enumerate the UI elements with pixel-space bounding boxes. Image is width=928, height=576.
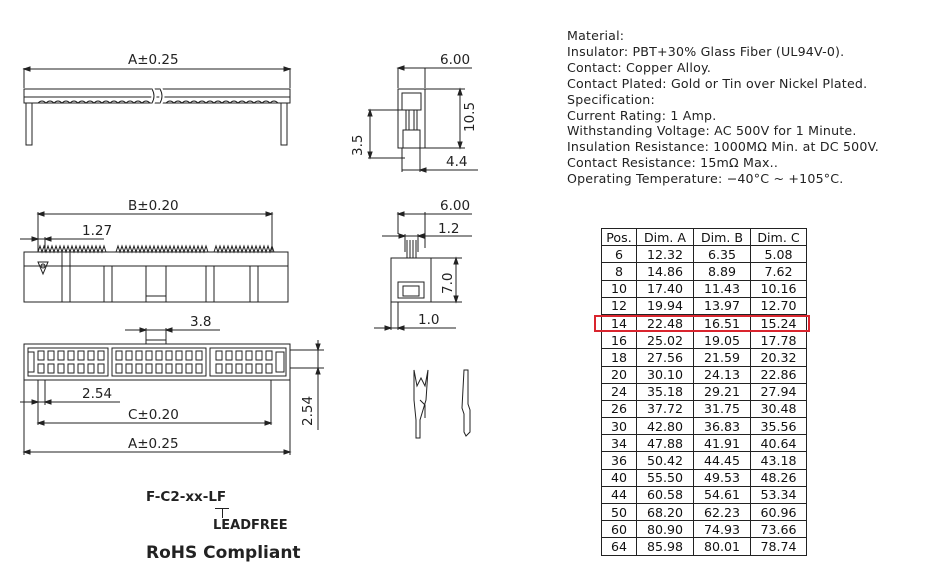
spec-line: Operating Temperature: −40°C ~ +105°C. <box>567 171 844 187</box>
spec-line: Contact Plated: Gold or Tin over Nickel Plated. <box>567 75 868 91</box>
table-cell: 42.80 <box>637 418 694 435</box>
table-cell: 14 <box>602 314 637 331</box>
table-row <box>602 452 807 469</box>
table-row <box>602 418 807 435</box>
table-cell: 30.10 <box>637 366 694 383</box>
leadfree-label: LEADFREE <box>213 518 288 533</box>
dim-pin-offset: 4.4 <box>446 154 468 170</box>
table-cell: 27.56 <box>637 349 694 366</box>
table-cell: 43.18 <box>751 452 807 469</box>
table-cell: 48.26 <box>751 469 807 486</box>
spec-line: Current Rating: 1 Amp. <box>567 107 717 123</box>
table-cell: 27.94 <box>751 383 807 400</box>
table-cell: 20 <box>602 366 637 383</box>
table-cell: 15.24 <box>751 314 807 331</box>
dim-side-width-top: 6.00 <box>440 52 471 68</box>
table-cell: 80.01 <box>694 538 751 555</box>
spec-line: Contact Resistance: 15mΩ Max.. <box>567 155 779 171</box>
table-row <box>602 349 807 366</box>
table-cell: 24 <box>602 383 637 400</box>
table-cell: 10 <box>602 280 637 297</box>
table-cell: 50 <box>602 504 637 521</box>
table-header-row <box>602 229 807 246</box>
specifications-block <box>567 28 879 187</box>
dim-pitch-top: 1.27 <box>82 223 113 239</box>
table-cell: 47.88 <box>637 435 694 452</box>
table-cell: 5.08 <box>751 246 807 263</box>
table-cell: 6 <box>602 246 637 263</box>
dim-side-width-mid: 6.00 <box>440 198 471 214</box>
contact-grid <box>38 351 272 373</box>
dim-b-length: B±0.20 <box>128 198 179 214</box>
dim-mid-height: 7.0 <box>440 272 456 294</box>
table-cell: 21.59 <box>694 349 751 366</box>
side-view-top <box>24 67 290 145</box>
table-cell: 60.96 <box>751 504 807 521</box>
table-cell: 22.86 <box>751 366 807 383</box>
dim-c-length: C±0.20 <box>128 407 179 423</box>
table-cell: 12.70 <box>751 297 807 314</box>
table-cell: 17.78 <box>751 332 807 349</box>
table-cell: 12 <box>602 297 637 314</box>
front-view-pins <box>20 212 288 302</box>
table-cell: 7.62 <box>751 263 807 280</box>
spec-line: Insulator: PBT+30% Glass Fiber (UL94V-0). <box>567 43 845 59</box>
spec-line: Contact: Copper Alloy. <box>567 59 712 75</box>
spec-line: Withstanding Voltage: AC 500V for 1 Minute. <box>567 123 857 139</box>
table-row <box>602 383 807 400</box>
table-cell: 13.97 <box>694 297 751 314</box>
table-cell: 73.66 <box>751 521 807 538</box>
table-row <box>602 297 807 314</box>
table-cell: 37.72 <box>637 400 694 417</box>
table-cell: 8.89 <box>694 263 751 280</box>
spec-line: Insulation Resistance: 1000MΩ Min. at DC 500V. <box>567 139 879 155</box>
table-cell: 34 <box>602 435 637 452</box>
rohs-label: RoHS Compliant <box>146 543 301 563</box>
table-cell: 8 <box>602 263 637 280</box>
table-row <box>602 366 807 383</box>
dim-pin-length: 3.5 <box>350 134 366 156</box>
table-body <box>602 246 807 555</box>
table-cell: 50.42 <box>637 452 694 469</box>
leadfree-connector <box>215 508 229 518</box>
table-header-pos: Pos. <box>602 229 637 246</box>
table-cell: 19.94 <box>637 297 694 314</box>
table-row <box>602 400 807 417</box>
table-row <box>602 469 807 486</box>
dim-base-offset: 1.0 <box>418 312 440 328</box>
contact-detail <box>414 370 470 438</box>
table-cell: 80.90 <box>637 521 694 538</box>
table-row <box>602 486 807 503</box>
table-cell: 17.40 <box>637 280 694 297</box>
table-row <box>602 246 807 263</box>
table-cell: 30 <box>602 418 637 435</box>
table-cell: 74.93 <box>694 521 751 538</box>
table-cell: 18 <box>602 349 637 366</box>
table-cell: 10.16 <box>751 280 807 297</box>
dim-key-width: 3.8 <box>190 314 212 330</box>
table-cell: 35.18 <box>637 383 694 400</box>
table-cell: 25.02 <box>637 332 694 349</box>
table-cell: 6.35 <box>694 246 751 263</box>
dim-latch-width: 1.2 <box>438 221 460 237</box>
table-cell: 44 <box>602 486 637 503</box>
table-cell: 54.61 <box>694 486 751 503</box>
table-cell: 60 <box>602 521 637 538</box>
table-cell: 41.91 <box>694 435 751 452</box>
table-cell: 24.13 <box>694 366 751 383</box>
table-cell: 16 <box>602 332 637 349</box>
table-cell: 62.23 <box>694 504 751 521</box>
table-cell: 31.75 <box>694 400 751 417</box>
table-cell: 12.32 <box>637 246 694 263</box>
table-cell: 53.34 <box>751 486 807 503</box>
table-cell: 35.56 <box>751 418 807 435</box>
table-cell: 36.83 <box>694 418 751 435</box>
table-cell: 11.43 <box>694 280 751 297</box>
table-cell: 30.48 <box>751 400 807 417</box>
table-row <box>602 521 807 538</box>
table-cell: 26 <box>602 400 637 417</box>
dim-row-pitch: 2.54 <box>300 395 316 426</box>
table-header-dim-b: Dim. B <box>694 229 751 246</box>
dim-bottom-length: A±0.25 <box>128 436 179 452</box>
table-cell: 16.51 <box>694 314 751 331</box>
table-row <box>602 263 807 280</box>
dim-pitch-bottom: 2.54 <box>82 386 113 402</box>
spec-line: Material: <box>567 28 625 43</box>
dim-top-length: A±0.25 <box>128 52 179 68</box>
table-cell: 68.20 <box>637 504 694 521</box>
table-header-dim-c: Dim. C <box>751 229 807 246</box>
table-row <box>602 332 807 349</box>
table-cell: 36 <box>602 452 637 469</box>
table-cell: 44.45 <box>694 452 751 469</box>
table-cell: 55.50 <box>637 469 694 486</box>
dim-side-height: 10.5 <box>462 101 478 132</box>
table-row <box>602 314 807 331</box>
table-cell: 22.48 <box>637 314 694 331</box>
table-cell: 40.64 <box>751 435 807 452</box>
table-row <box>602 538 807 555</box>
table-header-dim-a: Dim. A <box>637 229 694 246</box>
table-row <box>602 280 807 297</box>
table-cell: 78.74 <box>751 538 807 555</box>
table-cell: 60.58 <box>637 486 694 503</box>
dimension-table <box>601 228 807 556</box>
table-cell: 49.53 <box>694 469 751 486</box>
spec-line: Specification: <box>567 91 655 107</box>
table-cell: 85.98 <box>637 538 694 555</box>
table-cell: 20.32 <box>751 349 807 366</box>
table-row <box>602 435 807 452</box>
table-cell: 40 <box>602 469 637 486</box>
table-cell: 14.86 <box>637 263 694 280</box>
part-number: F-C2-xx-LF <box>146 489 227 505</box>
table-row <box>602 504 807 521</box>
table-cell: 64 <box>602 538 637 555</box>
table-cell: 19.05 <box>694 332 751 349</box>
table-cell: 29.21 <box>694 383 751 400</box>
